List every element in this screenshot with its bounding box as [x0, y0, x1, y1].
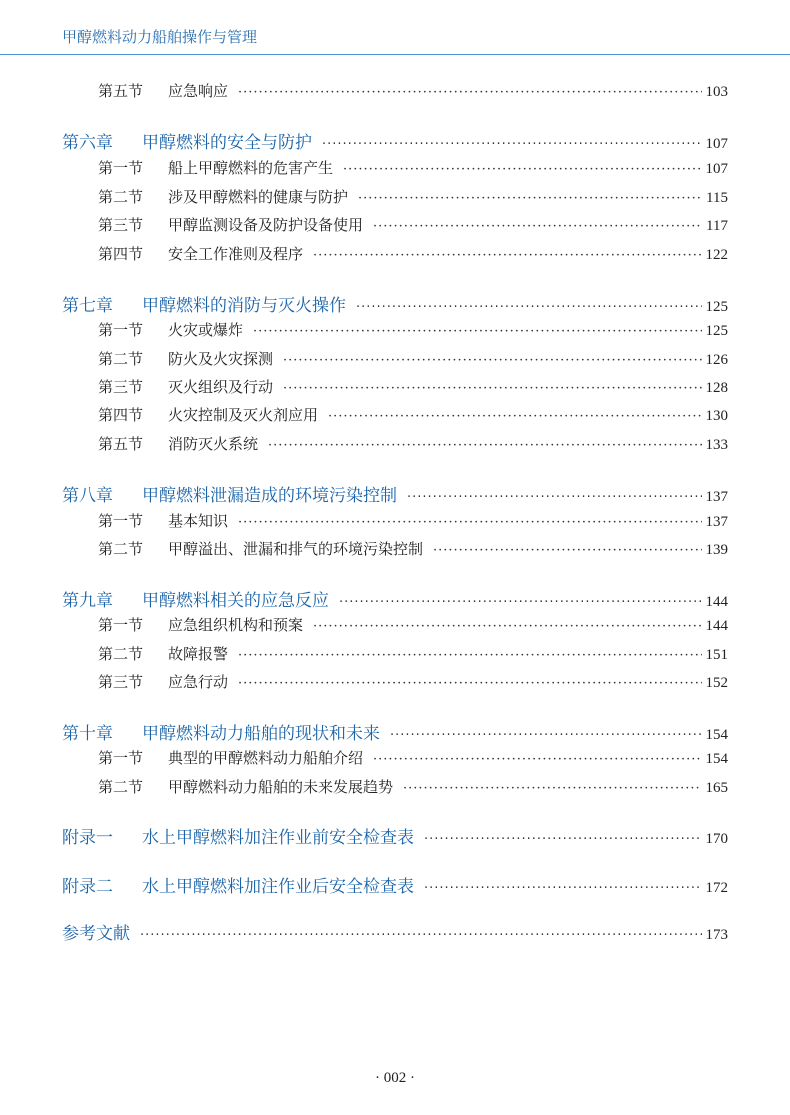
toc-entry-title: 参考文献: [62, 924, 130, 944]
toc-section-entry[interactable]: [98, 747, 728, 768]
toc-entry-title: 甲醇燃料的安全与防护: [142, 133, 312, 153]
toc-entry-page: 154: [705, 727, 728, 743]
toc-entry-page: 172: [705, 880, 728, 896]
toc-entry-page: 139: [705, 542, 728, 558]
toc-entry-page: 130: [705, 408, 728, 424]
toc-section-entry[interactable]: [98, 186, 728, 207]
dot-leader: [403, 781, 701, 796]
toc-chapter-entry[interactable]: [62, 291, 728, 316]
dot-leader: [433, 543, 701, 558]
toc-entry-page: 122: [705, 247, 728, 263]
toc-entry-title: 典型的甲醇燃料动力船舶介绍: [168, 749, 364, 767]
dot-leader: [373, 752, 701, 767]
toc-chapter-entry[interactable]: [62, 919, 728, 944]
toc-entry-title: 涉及甲醇燃料的健康与防护: [168, 188, 349, 206]
dot-leader: [238, 648, 701, 663]
toc-entry-title: 火灾或爆炸: [168, 321, 244, 339]
toc-entry-title: 甲醇燃料的消防与灭火操作: [142, 296, 346, 316]
toc-entry-page: 137: [705, 514, 728, 530]
toc-entry-title: 水上甲醇燃料加注作业后安全检查表: [142, 877, 414, 897]
toc-entry-page: 144: [705, 618, 728, 634]
toc-entry-number: 第二节: [98, 778, 144, 796]
toc-entry-title: 甲醇燃料泄漏造成的环境污染控制: [142, 486, 397, 506]
toc-entry-number: 第四节: [98, 406, 144, 424]
toc-entry-title: 安全工作准则及程序: [168, 245, 304, 263]
toc-entry-page: 133: [705, 437, 728, 453]
toc-entry-page: 107: [705, 161, 728, 177]
toc-entry-page: 115: [706, 190, 728, 206]
dot-leader: [313, 619, 701, 634]
toc-entry-page: 126: [705, 352, 728, 368]
toc-entry-number: 第一节: [98, 616, 144, 634]
toc-entry-title: 水上甲醇燃料加注作业前安全检查表: [142, 828, 414, 848]
dot-leader: [328, 409, 701, 424]
dot-leader: [356, 300, 702, 315]
toc-entry-number: 第一节: [98, 749, 144, 767]
toc-entry-title: 基本知识: [168, 512, 229, 530]
toc-entry-title: 甲醇燃料动力船舶的现状和未来: [142, 724, 380, 744]
toc-entry-number: 第二节: [98, 540, 144, 558]
dot-leader: [238, 85, 701, 100]
toc-section-entry[interactable]: [98, 614, 728, 635]
toc-entry-number: 第三节: [98, 378, 144, 396]
dot-leader: [407, 490, 702, 505]
toc-section-entry[interactable]: [98, 157, 728, 178]
toc-entry-number: 第五节: [98, 82, 144, 100]
toc-section-entry[interactable]: [98, 538, 728, 559]
toc-section-entry[interactable]: [98, 404, 728, 425]
toc-entry-number: 第一节: [98, 512, 144, 530]
toc-section-entry[interactable]: [98, 214, 728, 235]
dot-leader: [424, 881, 702, 896]
toc-entry-title: 船上甲醇燃料的危害产生: [168, 159, 334, 177]
toc-entry-page: 117: [706, 218, 728, 234]
toc-section-entry[interactable]: [98, 348, 728, 369]
toc-entry-number: 第二节: [98, 645, 144, 663]
toc-entry-title: 应急行动: [168, 673, 229, 691]
toc-section-entry[interactable]: [98, 776, 728, 797]
toc-entry-number: 第一节: [98, 159, 144, 177]
toc-chapter-entry[interactable]: [62, 719, 728, 744]
toc-entry-page: 107: [705, 136, 728, 152]
toc-entry-title: 火灾控制及灭火剂应用: [168, 406, 319, 424]
toc-section-entry[interactable]: [98, 243, 728, 264]
toc-entry-page: 165: [705, 780, 728, 796]
dot-leader: [358, 191, 702, 206]
toc-entry-title: 消防灭火系统: [168, 435, 259, 453]
toc-section-entry[interactable]: [98, 671, 728, 692]
dot-leader: [313, 248, 701, 263]
toc-entry-title: 甲醇燃料相关的应急反应: [142, 591, 329, 611]
running-header: 甲醇燃料动力船舶操作与管理: [62, 28, 258, 46]
toc-entry-number: 第六章: [62, 133, 113, 153]
toc-section-entry[interactable]: [98, 510, 728, 531]
dot-leader: [373, 219, 702, 234]
dot-leader: [140, 928, 702, 943]
toc-section-entry[interactable]: [98, 433, 728, 454]
toc-section-entry[interactable]: [98, 80, 728, 101]
toc-chapter-entry[interactable]: [62, 128, 728, 153]
dot-leader: [283, 381, 701, 396]
toc-entry-title: 防火及火灾探测: [168, 350, 274, 368]
toc-entry-page: 152: [705, 675, 728, 691]
dot-leader: [283, 353, 701, 368]
toc-entry-title: 灭火组织及行动: [168, 378, 274, 396]
toc-entry-page: 170: [705, 831, 728, 847]
toc-entry-title: 应急响应: [168, 82, 229, 100]
toc-entry-page: 103: [705, 84, 728, 100]
toc-entry-page: 154: [705, 751, 728, 767]
toc-chapter-entry[interactable]: [62, 586, 728, 611]
toc-entry-number: 第三节: [98, 216, 144, 234]
dot-leader: [268, 438, 701, 453]
dot-leader: [343, 162, 701, 177]
toc-section-entry[interactable]: [98, 376, 728, 397]
dot-leader: [253, 324, 701, 339]
toc-entry-number: 第三节: [98, 673, 144, 691]
toc-entry-title: 故障报警: [168, 645, 229, 663]
toc-entry-page: 128: [705, 380, 728, 396]
toc-chapter-entry[interactable]: [62, 481, 728, 506]
toc-chapter-entry[interactable]: [62, 823, 728, 848]
dot-leader: [238, 676, 701, 691]
toc-section-entry[interactable]: [98, 319, 728, 340]
toc-entry-number: 第二节: [98, 188, 144, 206]
toc-entry-number: 第二节: [98, 350, 144, 368]
page-number: · 002 ·: [375, 1070, 415, 1086]
toc-entry-title: 甲醇溢出、泄漏和排气的环境污染控制: [168, 540, 424, 558]
toc-entry-number: 第七章: [62, 296, 113, 316]
toc-section-entry[interactable]: [98, 643, 728, 664]
toc-entry-page: 144: [705, 594, 728, 610]
dot-leader: [322, 137, 702, 152]
toc-entry-number: 附录二: [62, 877, 113, 897]
toc-entry-number: 第一节: [98, 321, 144, 339]
toc-entry-number: 第五节: [98, 435, 144, 453]
toc-entry-title: 甲醇燃料动力船舶的未来发展趋势: [168, 778, 394, 796]
toc-entry-page: 151: [705, 647, 728, 663]
header-rule: [0, 54, 790, 55]
toc-entry-number: 附录一: [62, 828, 113, 848]
toc-chapter-entry[interactable]: [62, 872, 728, 897]
dot-leader: [238, 515, 701, 530]
toc-entry-number: 第八章: [62, 486, 113, 506]
toc-entry-page: 173: [705, 927, 728, 943]
dot-leader: [390, 728, 702, 743]
toc-entry-page: 125: [705, 323, 728, 339]
toc-entry-number: 第九章: [62, 591, 113, 611]
toc-entry-page: 125: [705, 299, 728, 315]
dot-leader: [424, 832, 702, 847]
toc-entry-title: 应急组织机构和预案: [168, 616, 304, 634]
toc-entry-number: 第十章: [62, 724, 113, 744]
toc-entry-page: 137: [705, 489, 728, 505]
toc-entry-title: 甲醇监测设备及防护设备使用: [168, 216, 364, 234]
toc-entry-number: 第四节: [98, 245, 144, 263]
dot-leader: [339, 595, 702, 610]
